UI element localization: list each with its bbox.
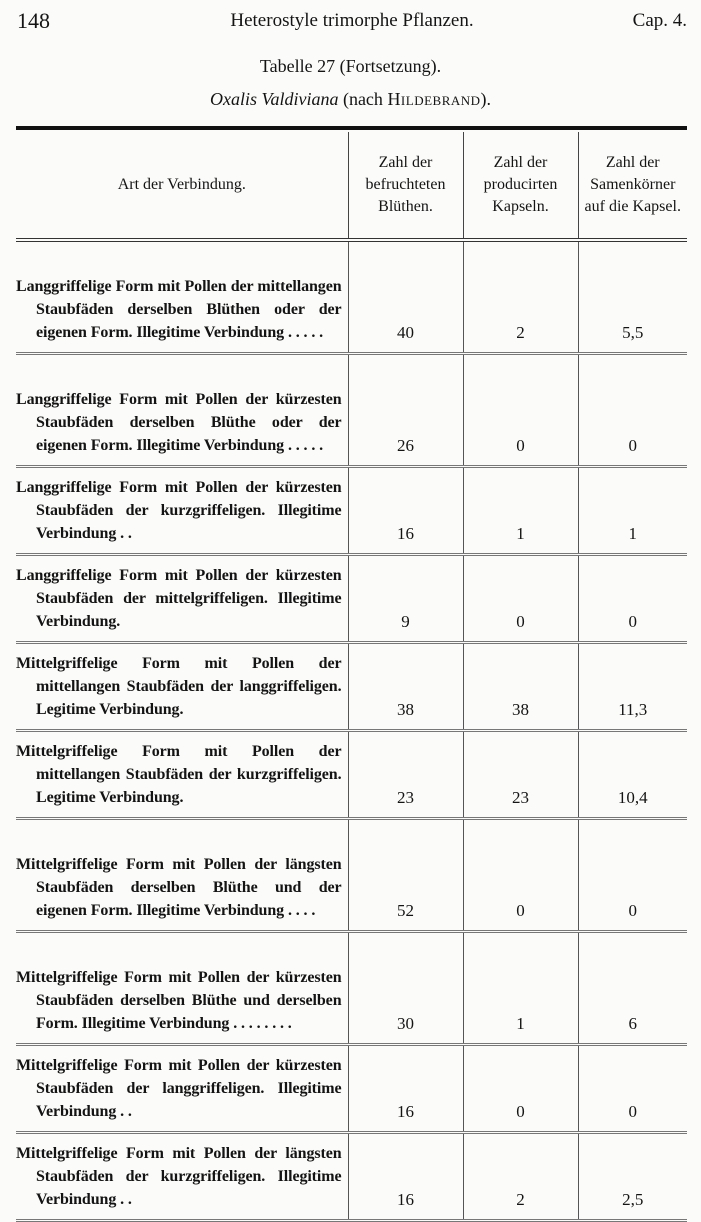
cell-seeds: 5,5 <box>578 240 687 354</box>
table-header-row <box>16 132 687 240</box>
cell-seeds: 0 <box>578 354 687 467</box>
table-row <box>16 643 687 731</box>
cell-description: Mittelgriffelige Form mit Pollen der längsten Staubfäden der kurzgriffeligen. Illegitime Verbindung . . <box>16 1133 348 1221</box>
table-row <box>16 819 687 932</box>
cell-seeds: 6 <box>578 932 687 1045</box>
cell-capsules: 0 <box>463 555 578 643</box>
source-suffix: ). <box>480 89 492 109</box>
column-header-capsules: Zahl der producirten Kapseln. <box>463 132 578 240</box>
column-header-type: Art der Verbindung. <box>16 132 348 240</box>
chapter-label: Cap. 4. <box>632 10 687 31</box>
table-subtitle <box>0 89 701 110</box>
page-header <box>17 8 687 38</box>
column-header-flowers: Zahl der befruchteten Blüthen. <box>348 132 463 240</box>
cell-description: Langgriffelige Form mit Pollen der mittellangen Staubfäden derselben Blüthen oder der eigenen Form. Illegitime Verbindung . . . . . <box>16 240 348 354</box>
cell-capsules: 38 <box>463 643 578 731</box>
source-prefix: (nach <box>342 89 388 109</box>
cell-capsules: 1 <box>463 467 578 555</box>
cell-flowers: 23 <box>348 731 463 819</box>
cell-capsules: 0 <box>463 354 578 467</box>
cell-capsules: 0 <box>463 819 578 932</box>
table-row <box>16 555 687 643</box>
cell-flowers: 9 <box>348 555 463 643</box>
cell-capsules: 0 <box>463 1045 578 1133</box>
species-name: Oxalis Valdiviana <box>209 89 339 109</box>
cell-seeds: 1 <box>578 467 687 555</box>
cell-flowers: 52 <box>348 819 463 932</box>
cell-description: Mittelgriffelige Form mit Pollen der mittellangen Staubfäden der langgriffeligen. Legitime Verbindung. <box>16 643 348 731</box>
running-title: Heterostyle trimorphe Pflanzen. <box>230 10 474 31</box>
table-row <box>16 467 687 555</box>
table-row <box>16 240 687 354</box>
table-row <box>16 354 687 467</box>
table-title: Tabelle 27 (Fortsetzung). <box>259 56 442 76</box>
cell-description: Mittelgriffelige Form mit Pollen der kürzesten Staubfäden derselben Blüthe und derselben Form. Illegitime Verbindung . . . . . . . . <box>16 932 348 1045</box>
table-row <box>16 1045 687 1133</box>
cell-seeds: 0 <box>578 819 687 932</box>
cell-flowers: 16 <box>348 1045 463 1133</box>
author-name: Hildebrand <box>387 89 481 109</box>
column-header-seeds: Zahl der Samenkörner auf die Kapsel. <box>578 132 687 240</box>
cell-capsules: 23 <box>463 731 578 819</box>
cell-flowers: 40 <box>348 240 463 354</box>
cell-seeds: 10,4 <box>578 731 687 819</box>
cell-flowers: 30 <box>348 932 463 1045</box>
cell-description: Langgriffelige Form mit Pollen der kürzesten Staubfäden derselben Blüthe oder der eigenen Form. Illegitime Verbindung . . . . . <box>16 354 348 467</box>
table-row <box>16 1133 687 1221</box>
cell-description: Mittelgriffelige Form mit Pollen der mittellangen Staubfäden der kurzgriffeligen. Legitime Verbindung. <box>16 731 348 819</box>
table-top-rule <box>16 126 687 130</box>
cell-seeds: 11,3 <box>578 643 687 731</box>
cell-flowers: 26 <box>348 354 463 467</box>
table-row <box>16 731 687 819</box>
crossing-table <box>16 132 687 1222</box>
cell-flowers: 16 <box>348 467 463 555</box>
cell-seeds: 0 <box>578 555 687 643</box>
cell-capsules: 2 <box>463 1133 578 1221</box>
cell-flowers: 16 <box>348 1133 463 1221</box>
page-number: 148 <box>17 8 50 33</box>
cell-description: Mittelgriffelige Form mit Pollen der längsten Staubfäden derselben Blüthe und der eigenen Form. Illegitime Verbindung . . . . <box>16 819 348 932</box>
cell-seeds: 2,5 <box>578 1133 687 1221</box>
cell-capsules: 1 <box>463 932 578 1045</box>
table-row <box>16 932 687 1045</box>
cell-flowers: 38 <box>348 643 463 731</box>
cell-description: Mittelgriffelige Form mit Pollen der kürzesten Staubfäden der langgriffeligen. Illegitime Verbindung . . <box>16 1045 348 1133</box>
cell-description: Langgriffelige Form mit Pollen der kürzesten Staubfäden der mittelgriffeligen. Illegitime Verbindung. <box>16 555 348 643</box>
cell-seeds: 0 <box>578 1045 687 1133</box>
cell-capsules: 2 <box>463 240 578 354</box>
cell-description: Langgriffelige Form mit Pollen der kürzesten Staubfäden der kurzgriffeligen. Illegitime Verbindung . . <box>16 467 348 555</box>
